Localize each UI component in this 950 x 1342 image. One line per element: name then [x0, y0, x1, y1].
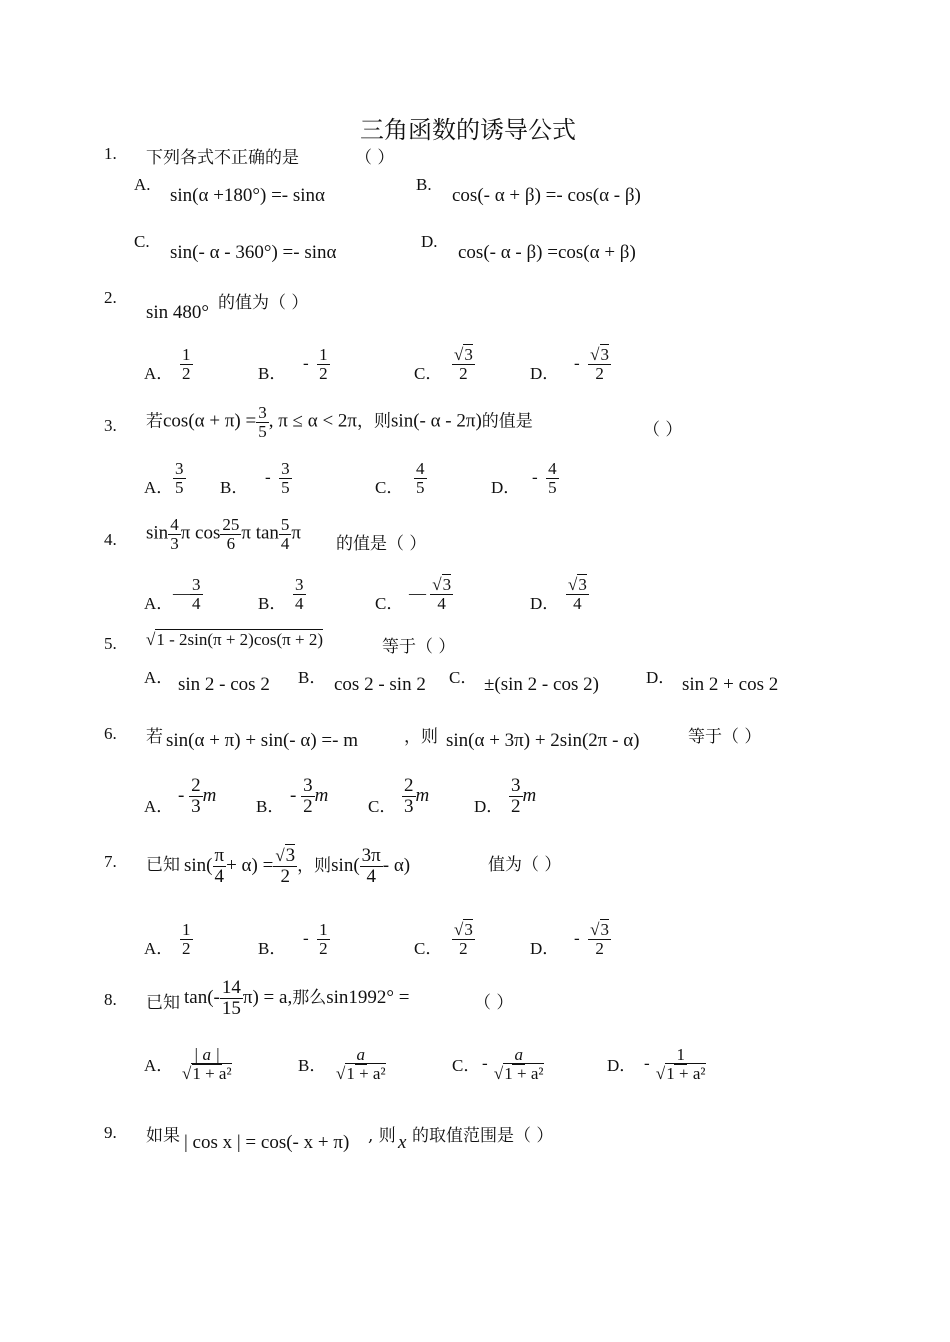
q4-stem: 的值是（ ）: [336, 534, 427, 554]
q3-option-b-value: - $\frac{3}{5}$: [265, 459, 290, 497]
q5-option-d-expr: sin 2 + cos 2: [682, 674, 779, 695]
q5-option-b-label: B．: [298, 668, 327, 687]
q6-option-a-value: - $\frac{2}{3}$ m: [178, 775, 217, 817]
q3-option-d-label: D．: [491, 478, 521, 497]
q9-then: , 则: [368, 1126, 396, 1146]
q5-option-a-label: A．: [144, 668, 174, 687]
q2-option-a-label: A．: [144, 364, 174, 383]
q2-option-c-value: $\frac{√3}{2}$: [454, 345, 473, 383]
q3-condition: 若cos(α + π) = $\frac{3}{5}$ , π ≤ α < 2π，则sin(- α - 2π)的值是: [146, 403, 533, 441]
q2-option-b-value: - $\frac{1}{2}$: [303, 345, 328, 383]
q5-option-c-label: C．: [449, 668, 478, 687]
q4-option-a-value: — $\frac{3}{4}$: [173, 575, 201, 613]
q8-number: 8.: [104, 990, 117, 1009]
q4-expr: sin $\frac{4}{3}$ π cos $\frac{25}{6}$ π tan $\frac{5}{4}$ π: [146, 515, 302, 553]
q5-number: 5.: [104, 634, 117, 653]
q7-option-b-label: B．: [258, 939, 287, 958]
q3-number: 3.: [104, 416, 117, 435]
q2-option-d-label: D．: [530, 364, 560, 383]
q8-option-a-label: A．: [144, 1056, 174, 1075]
q3-option-b-label: B．: [220, 478, 249, 497]
q6-pre: 若: [146, 727, 163, 747]
q4-option-b-label: B．: [258, 594, 287, 613]
q8-pre: 已知: [146, 993, 180, 1013]
q1-option-b-expr: cos(- α + β) =- cos(α - β): [452, 185, 641, 206]
q8-option-d-value: - $\frac{1}{\text{√1 + a²}}$: [644, 1045, 706, 1083]
q5-stem: 等于（ ）: [382, 637, 456, 657]
q7-option-a-label: A．: [144, 939, 174, 958]
q1-option-d-expr: cos(- α - β) =cos(α + β): [458, 242, 636, 263]
q4-option-c-label: C．: [375, 594, 404, 613]
q3-option-a-value: $\frac{3}{5}$: [175, 459, 184, 497]
q1-option-b-label: B.: [416, 175, 432, 194]
q7-option-d-value: - $\frac{√3}{2}$: [574, 920, 610, 958]
q7-option-a-value: $\frac{1}{2}$: [182, 920, 191, 958]
q9-number: 9.: [104, 1123, 117, 1142]
q4-option-b-value: $\frac{3}{4}$: [295, 575, 304, 613]
q8-option-d-label: D．: [607, 1056, 637, 1075]
q3-option-a-label: A．: [144, 478, 174, 497]
q1-option-a-label: A.: [134, 175, 151, 194]
q4-option-a-label: A．: [144, 594, 174, 613]
q6-expression: sin(α + 3π) + 2sin(2π - α): [446, 730, 640, 751]
q8-option-b-label: B．: [298, 1056, 327, 1075]
q3-option-c-label: C．: [375, 478, 404, 497]
q1-stem: 下列各式不正确的是: [146, 148, 299, 168]
q3-paren: （ ）: [643, 420, 683, 440]
q8-option-b-value: $\frac{a}{\text{√1 + a²}}$: [336, 1045, 386, 1083]
q6-number: 6.: [104, 724, 117, 743]
q7-stem: 值为（ ）: [488, 855, 562, 875]
q8-option-a-value: $\frac{| a |}{\text{√1 + a²}}$: [182, 1045, 232, 1083]
q4-option-d-label: D．: [530, 594, 560, 613]
q1-option-c-expr: sin(- α - 360°) =- sinα: [170, 242, 337, 263]
q7-pre: 已知: [146, 855, 180, 875]
q9-stem: 的取值范围是（ ）: [412, 1126, 554, 1146]
q6-option-a-label: A．: [144, 797, 174, 816]
q8-option-c-value: - $\frac{a}{\text{√1 + a²}}$: [482, 1045, 544, 1083]
q1-number: 1.: [104, 144, 117, 163]
q6-option-d-value: $\frac{3}{2}$ m: [511, 775, 537, 817]
q2-stem: 的值为（ ）: [218, 293, 309, 313]
q8-condition: tan(- $\frac{14}{15}$ π) = a,那么sin1992° =: [184, 977, 410, 1019]
q4-number: 4.: [104, 530, 117, 549]
q6-then: ，则: [404, 727, 438, 747]
q1-option-a-expr: sin(α +180°) =- sinα: [170, 185, 326, 206]
q2-option-c-label: C．: [414, 364, 443, 383]
q6-stem: 等于（ ）: [688, 727, 762, 747]
q7-option-c-value: $\frac{√3}{2}$: [454, 920, 473, 958]
q7-number: 7.: [104, 852, 117, 871]
q9-pre: 如果: [146, 1126, 180, 1146]
q4-option-c-value: — $\frac{√3}{4}$: [409, 575, 452, 613]
q9-condition: | cos x | = cos(- x + π): [184, 1132, 350, 1153]
q4-option-d-value: $\frac{√3}{4}$: [568, 575, 587, 613]
q2-option-a-value: $\frac{1}{2}$: [182, 345, 191, 383]
q1-option-c-label: C.: [134, 232, 150, 251]
q5-expr: √1 - 2sin(π + 2)cos(π + 2): [146, 630, 323, 649]
q2-number: 2.: [104, 288, 117, 307]
q7-option-b-value: - $\frac{1}{2}$: [303, 920, 328, 958]
q7-option-c-label: C．: [414, 939, 443, 958]
q3-option-d-value: - $\frac{4}{5}$: [532, 459, 557, 497]
q8-option-c-label: C．: [452, 1056, 481, 1075]
q1-option-d-label: D.: [421, 232, 438, 251]
q5-option-a-expr: sin 2 - cos 2: [178, 674, 270, 695]
q7-option-d-label: D．: [530, 939, 560, 958]
q6-option-d-label: D．: [474, 797, 504, 816]
q6-option-b-value: - $\frac{3}{2}$ m: [290, 775, 329, 817]
q9-variable: x: [398, 1132, 407, 1153]
q6-option-c-value: $\frac{2}{3}$ m: [404, 775, 430, 817]
q3-option-c-value: $\frac{4}{5}$: [416, 459, 425, 497]
q6-option-c-label: C．: [368, 797, 397, 816]
q2-option-b-label: B．: [258, 364, 287, 383]
q7-condition: sin( $\frac{\pi}{4}$ + α) = $\frac{√3}{2}$ ，则sin( $\frac{3\pi}{4}$ - α): [184, 845, 411, 887]
q5-option-b-expr: cos 2 - sin 2: [334, 674, 426, 695]
q6-condition: sin(α + π) + sin(- α) =- m: [166, 730, 358, 751]
q5-option-d-label: D．: [646, 668, 676, 687]
page-title: 三角函数的诱导公式: [360, 116, 576, 144]
q2-expr: sin 480°: [146, 302, 210, 323]
q8-paren: （ ）: [474, 993, 514, 1013]
q2-option-d-value: - $\frac{√3}{2}$: [574, 345, 610, 383]
q5-option-c-expr: ±(sin 2 - cos 2): [484, 674, 599, 695]
q1-paren: （ ）: [355, 148, 395, 168]
q6-option-b-label: B．: [256, 797, 285, 816]
